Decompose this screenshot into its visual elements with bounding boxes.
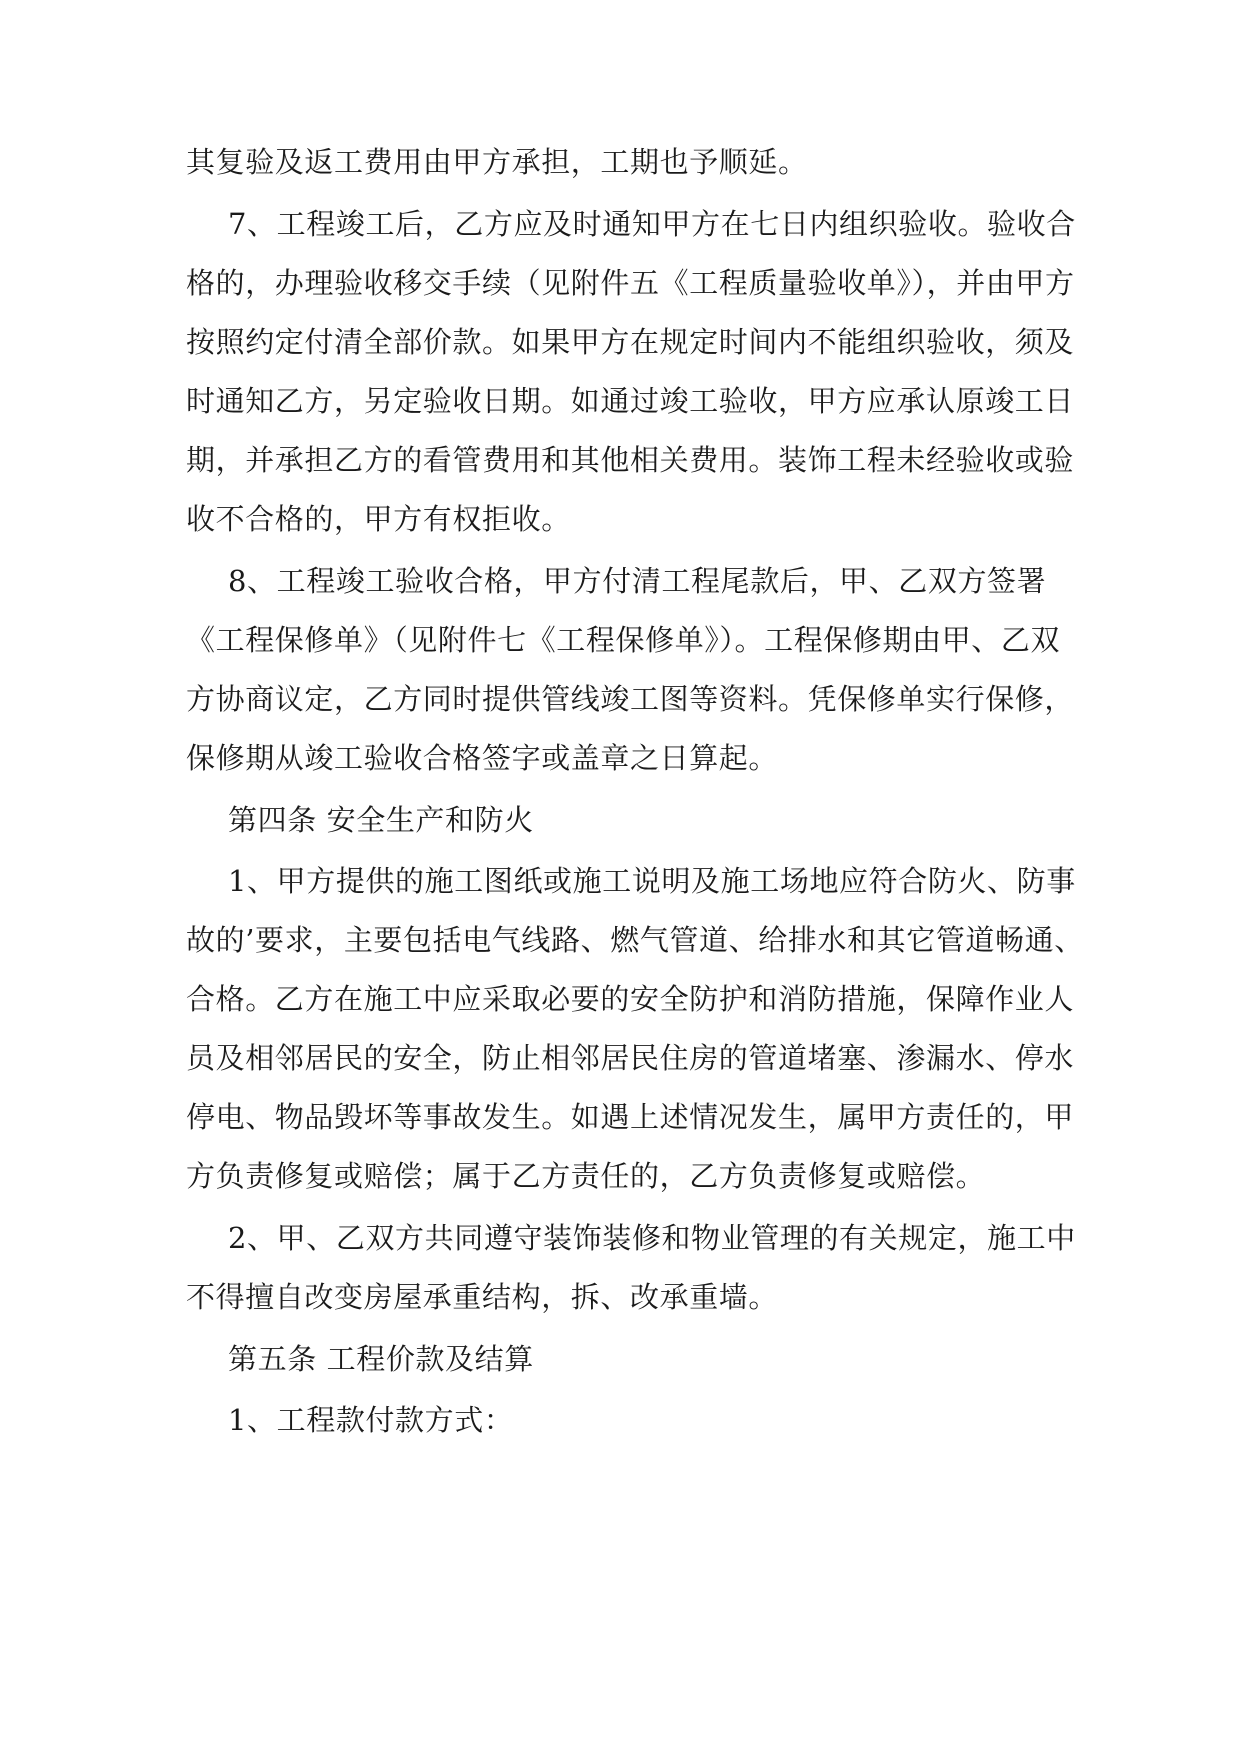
- text-line: 方负责修复或赔偿；属于乙方责任的，乙方负责修复或赔偿。: [186, 1159, 986, 1193]
- text-line: 停电、物品毁坏等事故发生。如遇上述情况发生，属甲方责任的，甲: [186, 1100, 1075, 1134]
- text-line: 1、甲方提供的施工图纸或施工说明及施工场地应符合防火、防事: [228, 864, 1076, 898]
- text-line: 时通知乙方，另定验收日期。如通过竣工验收，甲方应承认原竣工日: [186, 384, 1075, 418]
- text-line: 不得擅自改变房屋承重结构，拆、改承重墙。: [186, 1280, 779, 1314]
- text-line: 7、工程竣工后，乙方应及时通知甲方在七日内组织验收。验收合: [228, 207, 1076, 241]
- section-heading: 第五条 工程价款及结算: [228, 1342, 534, 1376]
- text-line: 期，并承担乙方的看管费用和其他相关费用。装饰工程未经验收或验: [186, 443, 1075, 477]
- section-heading: 第四条 安全生产和防火: [228, 803, 534, 837]
- text-line: 《工程保修单》（见附件七《工程保修单》）。工程保修期由甲、乙双: [186, 623, 1061, 657]
- text-line: 方协商议定，乙方同时提供管线竣工图等资料。凭保修单实行保修，: [186, 682, 1075, 716]
- text-line: 员及相邻居民的安全，防止相邻居民住房的管道堵塞、渗漏水、停水: [186, 1041, 1075, 1075]
- text-line: 收不合格的，甲方有权拒收。: [186, 502, 571, 536]
- text-line: 保修期从竣工验收合格签字或盖章之日算起。: [186, 741, 779, 775]
- text-line: 故的’要求，主要包括电气线路、燃气管道、给排水和其它管道畅通、: [186, 923, 1084, 957]
- text-line: 按照约定付清全部价款。如果甲方在规定时间内不能组织验收，须及: [186, 325, 1075, 359]
- text-line: 2、甲、乙双方共同遵守装饰装修和物业管理的有关规定，施工中: [228, 1221, 1076, 1255]
- text-line: 其复验及返工费用由甲方承担，工期也予顺延。: [186, 145, 808, 179]
- text-line: 1、工程款付款方式：: [228, 1403, 514, 1437]
- text-line: 格的，办理验收移交手续（见附件五《工程质量验收单》），并由甲方: [186, 266, 1075, 300]
- text-line: 8、工程竣工验收合格，甲方付清工程尾款后，甲、乙双方签署: [228, 564, 1047, 598]
- text-line: 合格。乙方在施工中应采取必要的安全防护和消防措施，保障作业人: [186, 982, 1075, 1016]
